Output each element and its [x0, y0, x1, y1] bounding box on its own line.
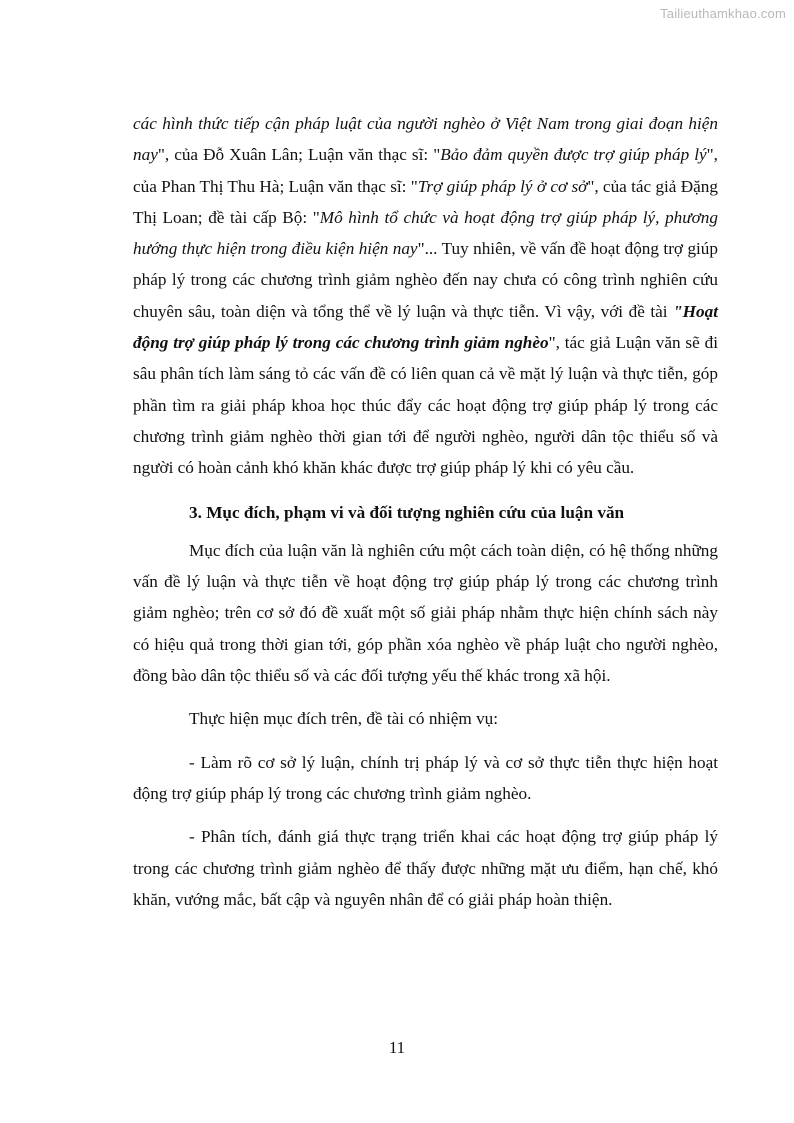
- body-text: ", của Phan Thị Thu Hà; Luận văn thạc sĩ: ": [133, 145, 718, 196]
- thesis-title: "Hoạt động trợ giúp pháp lý trong các chương trình giảm nghèo: [133, 301, 718, 353]
- body-text: ", của Đỗ Xuân Lân; Luận văn thạc sĩ: ": [157, 145, 441, 165]
- paragraph-tasks-intro: Thực hiện mục đích trên, đề tài có nhiệm vụ:: [189, 709, 499, 729]
- task-item-2: - Phân tích, đánh giá thực trạng triển khai các hoạt động trợ giúp pháp lý trong các chương trình giảm nghèo để thấy được những mặt ưu điểm, hạn chế, khó khăn, vướng mắc, bất cập và nguyên nhân để có giải pháp hoàn thiện.: [133, 827, 718, 909]
- body-text: "... Tuy nhiên, về vấn đề hoạt động trợ giúp pháp lý trong các chương trình giảm nghèo đến nay chưa có công trình nghiên cứu chuyên sâu, toàn diện và tổng thể về lý luận và thực tiễn. Vì vậy, với đề tài: [133, 239, 718, 321]
- cited-title: Bảo đảm quyền được trợ giúp pháp lý: [440, 145, 707, 165]
- cited-title: Mô hình tổ chức và hoạt động trợ giúp pháp lý, phương hướng thực hiện trong điều kiện hiện nay: [133, 207, 718, 259]
- cited-title: các hình thức tiếp cận pháp luật của người nghèo ở Việt Nam trong giai đoạn hiện nay: [133, 114, 718, 165]
- cited-title: Trợ giúp pháp lý ở cơ sở: [417, 176, 588, 196]
- paragraph-purpose: Mục đích của luận văn là nghiên cứu một cách toàn diện, có hệ thống những vấn đề lý luận và thực tiễn về hoạt động trợ giúp pháp lý trong các chương trình giảm nghèo; trên cơ sở đó đề xuất một số giải pháp nhằm thực hiện chính sách này có hiệu quả trong thời gian tới, góp phần xóa nghèo về pháp luật cho người nghèo, đồng bào dân tộc thiểu số và các đối tượng yếu thế khác trong xã hội.: [133, 540, 718, 686]
- document-body: [133, 108, 718, 915]
- body-text: ", tác giả Luận văn sẽ đi sâu phân tích làm sáng tỏ các vấn đề có liên quan cả về mặt lý luận và thực tiễn, góp phần tìm ra giải pháp khoa học thúc đẩy các hoạt động trợ giúp pháp lý trong các chương trình giảm nghèo thời gian tới để người nghèo, người dân tộc thiểu số và người có hoàn cảnh khó khăn khác được trợ giúp pháp lý khi có yêu cầu.: [133, 333, 718, 478]
- body-text: ", của tác giả Đặng Thị Loan; đề tài cấp Bộ: ": [133, 176, 718, 227]
- page-number: 11: [388, 1038, 406, 1057]
- watermark-text: Tailieuthamkhao.com: [660, 6, 786, 21]
- paragraph-literature-review: [133, 108, 718, 484]
- task-item-1: - Làm rõ cơ sở lý luận, chính trị pháp lý và cơ sở thực tiễn thực hiện hoạt động trợ giúp pháp lý trong các chương trình giảm nghèo.: [133, 752, 718, 803]
- section-heading: 3. Mục đích, phạm vi và đối tượng nghiên cứu của luận văn: [189, 502, 625, 522]
